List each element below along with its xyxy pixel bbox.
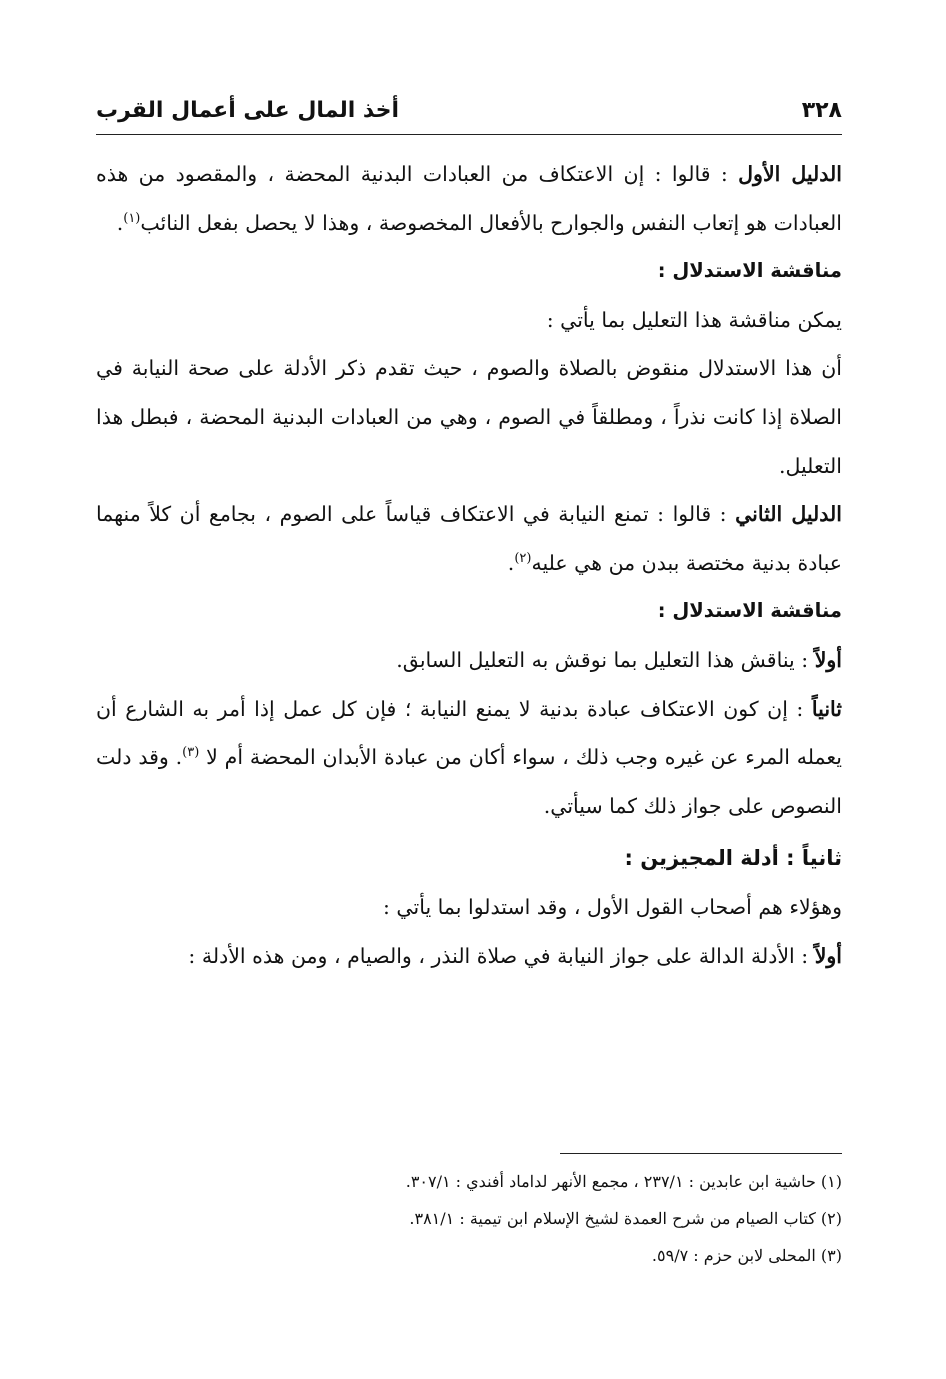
paragraph-first-evidence <box>96 150 842 247</box>
paragraph-permitters-intro: وهؤلاء هم أصحاب القول الأول ، وقد استدلوا بما يأتي : <box>383 894 842 919</box>
first-point-label: أولاً <box>814 647 842 672</box>
permitters-first-text: : الأدلة الدالة على جواز النيابة في صلاة النذر ، والصيام ، ومن هذه الأدلة : <box>188 943 809 968</box>
first-point-text: : يناقش هذا التعليل بما نوقش به التعليل السابق. <box>396 647 809 672</box>
main-text <box>96 150 842 980</box>
sentence-end: . <box>507 550 515 575</box>
first-evidence-label: الدليل الأول <box>738 162 842 186</box>
header-divider <box>96 134 842 135</box>
paragraph-permitters-first <box>96 932 842 981</box>
permitters-first-label: أولاً <box>814 943 842 968</box>
section-heading-discussion-2: مناقشة الاستدلال : <box>657 599 842 623</box>
paragraph-discussion-intro: يمكن مناقشة هذا التعليل بما يأتي : <box>546 307 842 332</box>
footnote-2: (٢) كتاب الصيام من شرح العمدة لشيخ الإسلام ابن تيمية : ٣٨١/١. <box>409 1209 842 1228</box>
page-header <box>96 94 842 130</box>
section-heading-permitters: ثانياً : أدلة المجيزين : <box>624 846 842 871</box>
sentence-end: . <box>116 210 124 235</box>
footnote-1: (١) حاشية ابن عابدين : ٢٣٧/١ ، مجمع الأنهر لداماد أفندي : ٣٠٧/١. <box>405 1172 842 1191</box>
second-point-label: ثانياً <box>811 696 842 721</box>
paragraph-second-point <box>96 685 842 831</box>
footnotes <box>96 1163 842 1274</box>
paragraph-discussion-body: أن هذا الاستدلال منقوض بالصلاة والصوم ، حيث تقدم ذكر الأدلة على صحة النيابة في الصلاة إذا كانت نذراً ، ومطلقاً في الصوم ، وهي من العبادات البدنية المحضة ، فبطل هذا التعليل. <box>96 356 842 478</box>
footnote-ref-2[interactable]: (٢) <box>514 550 532 566</box>
footnote-divider <box>560 1153 842 1154</box>
paragraph-first-point <box>96 636 842 685</box>
footnote-ref-1[interactable]: (١) <box>123 210 141 226</box>
paragraph-second-evidence <box>96 490 842 587</box>
running-title: أخذ المال على أعمال القرب <box>96 98 400 123</box>
second-evidence-text: : قالوا : تمنع النيابة في الاعتكاف قياساً على الصوم ، بجامع أن كلاً منهما عبادة بدنية مختصة ببدن من هي عليه <box>96 502 842 575</box>
second-evidence-label: الدليل الثاني <box>735 502 842 527</box>
section-heading-discussion-1: مناقشة الاستدلال : <box>657 259 842 283</box>
second-point-text: : إن كون الاعتكاف عبادة بدنية لا يمنع النيابة ؛ فإن كل عمل إذا أمر به الشارع أن يعمله المرء عن غيره وجب ذلك ، سواء أكان من عبادة الأبدان المحضة أم لا <box>96 696 842 770</box>
first-evidence-text: : قالوا : إن الاعتكاف من العبادات البدنية المحضة ، والمقصود من هذه العبادات هو إتعاب النفس والجوارح بالأفعال المخصوصة ، وهذا لا يحصل بفعل النائب <box>96 162 842 235</box>
second-point-end: . وقد دلت النصوص على جواز ذلك كما سيأتي. <box>96 745 842 818</box>
footnote-3: (٣) المحلى لابن حزم : ٥٩/٧. <box>651 1246 842 1265</box>
page-number: ٣٢٨ <box>801 98 842 123</box>
footnote-ref-3[interactable]: (٣) <box>182 745 200 761</box>
